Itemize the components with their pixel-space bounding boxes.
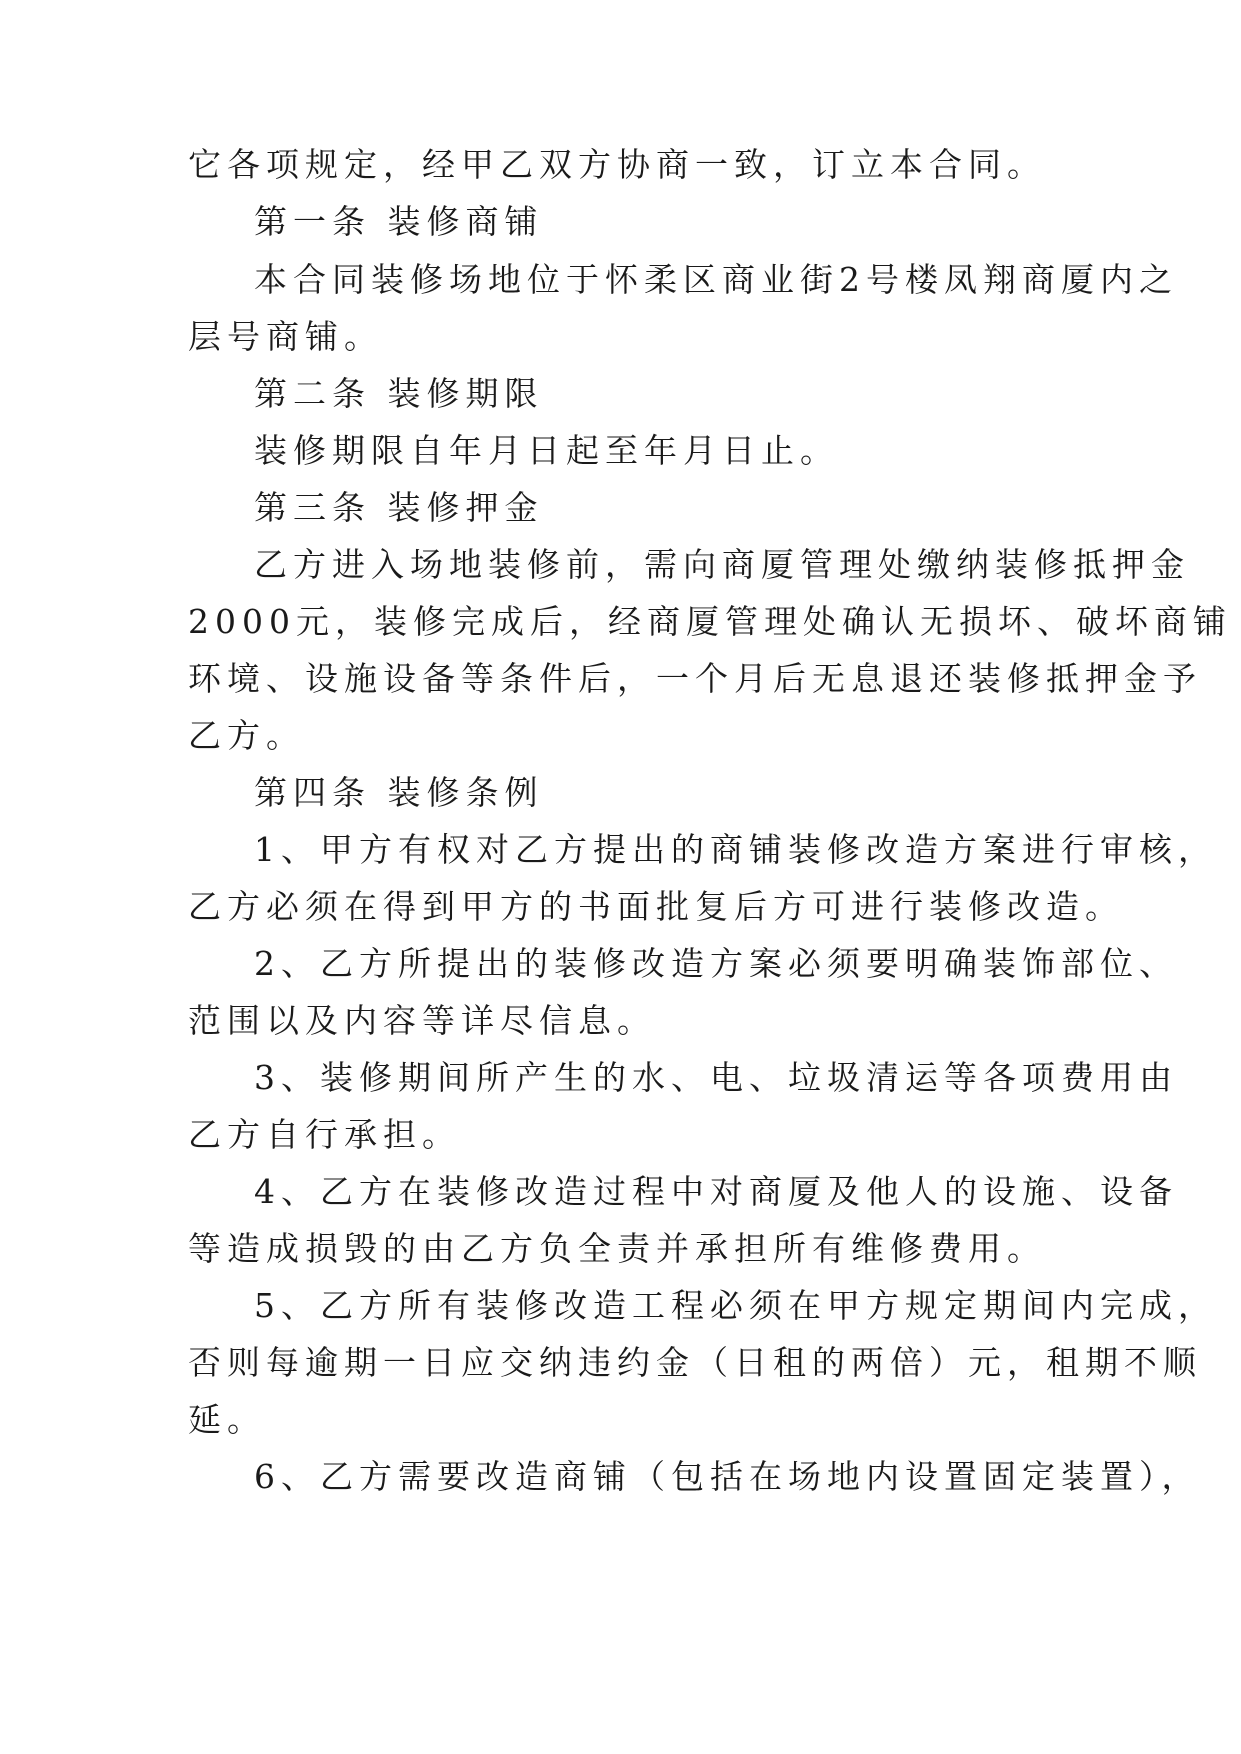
text-line: 乙方。 bbox=[188, 716, 305, 755]
text-line: 乙方自行承担。 bbox=[188, 1115, 461, 1154]
list-item: 5、乙方所有装修改造工程必须在甲方规定期间内完成， bbox=[254, 1286, 1217, 1325]
text-line: 本合同装修场地位于怀柔区商业街2号楼凤翔商厦内之 bbox=[254, 260, 1178, 299]
article-heading: 第二条 装修期限 bbox=[254, 374, 544, 413]
text-line: 2000元，装修完成后，经商厦管理处确认无损坏、破坏商铺 bbox=[188, 602, 1232, 641]
text-line: 等造成损毁的由乙方负全责并承担所有维修费用。 bbox=[188, 1229, 1046, 1268]
article-heading: 第一条 装修商铺 bbox=[254, 202, 544, 241]
text-line: 层号商铺。 bbox=[188, 317, 383, 356]
list-item: 6、乙方需要改造商铺（包括在场地内设置固定装置）， bbox=[254, 1457, 1201, 1496]
text-line: 装修期限自年月日起至年月日止。 bbox=[254, 431, 839, 470]
list-item: 3、装修期间所产生的水、电、垃圾清运等各项费用由 bbox=[254, 1058, 1178, 1097]
text-line: 它各项规定，经甲乙双方协商一致，订立本合同。 bbox=[188, 145, 1046, 184]
text-line: 乙方进入场地装修前，需向商厦管理处缴纳装修抵押金 bbox=[254, 545, 1190, 584]
text-line: 否则每逾期一日应交纳违约金（日租的两倍）元，租期不顺 bbox=[188, 1343, 1202, 1382]
text-line: 范围以及内容等详尽信息。 bbox=[188, 1001, 656, 1040]
list-item: 1、甲方有权对乙方提出的商铺装修改造方案进行审核， bbox=[254, 830, 1217, 869]
text-line: 环境、设施设备等条件后，一个月后无息退还装修抵押金予 bbox=[188, 659, 1202, 698]
text-line: 延。 bbox=[188, 1400, 266, 1439]
list-item: 2、乙方所提出的装修改造方案必须要明确装饰部位、 bbox=[254, 944, 1178, 983]
article-heading: 第三条 装修押金 bbox=[254, 488, 544, 527]
list-item: 4、乙方在装修改造过程中对商厦及他人的设施、设备 bbox=[254, 1172, 1178, 1211]
article-heading: 第四条 装修条例 bbox=[254, 773, 544, 812]
text-line: 乙方必须在得到甲方的书面批复后方可进行装修改造。 bbox=[188, 887, 1124, 926]
